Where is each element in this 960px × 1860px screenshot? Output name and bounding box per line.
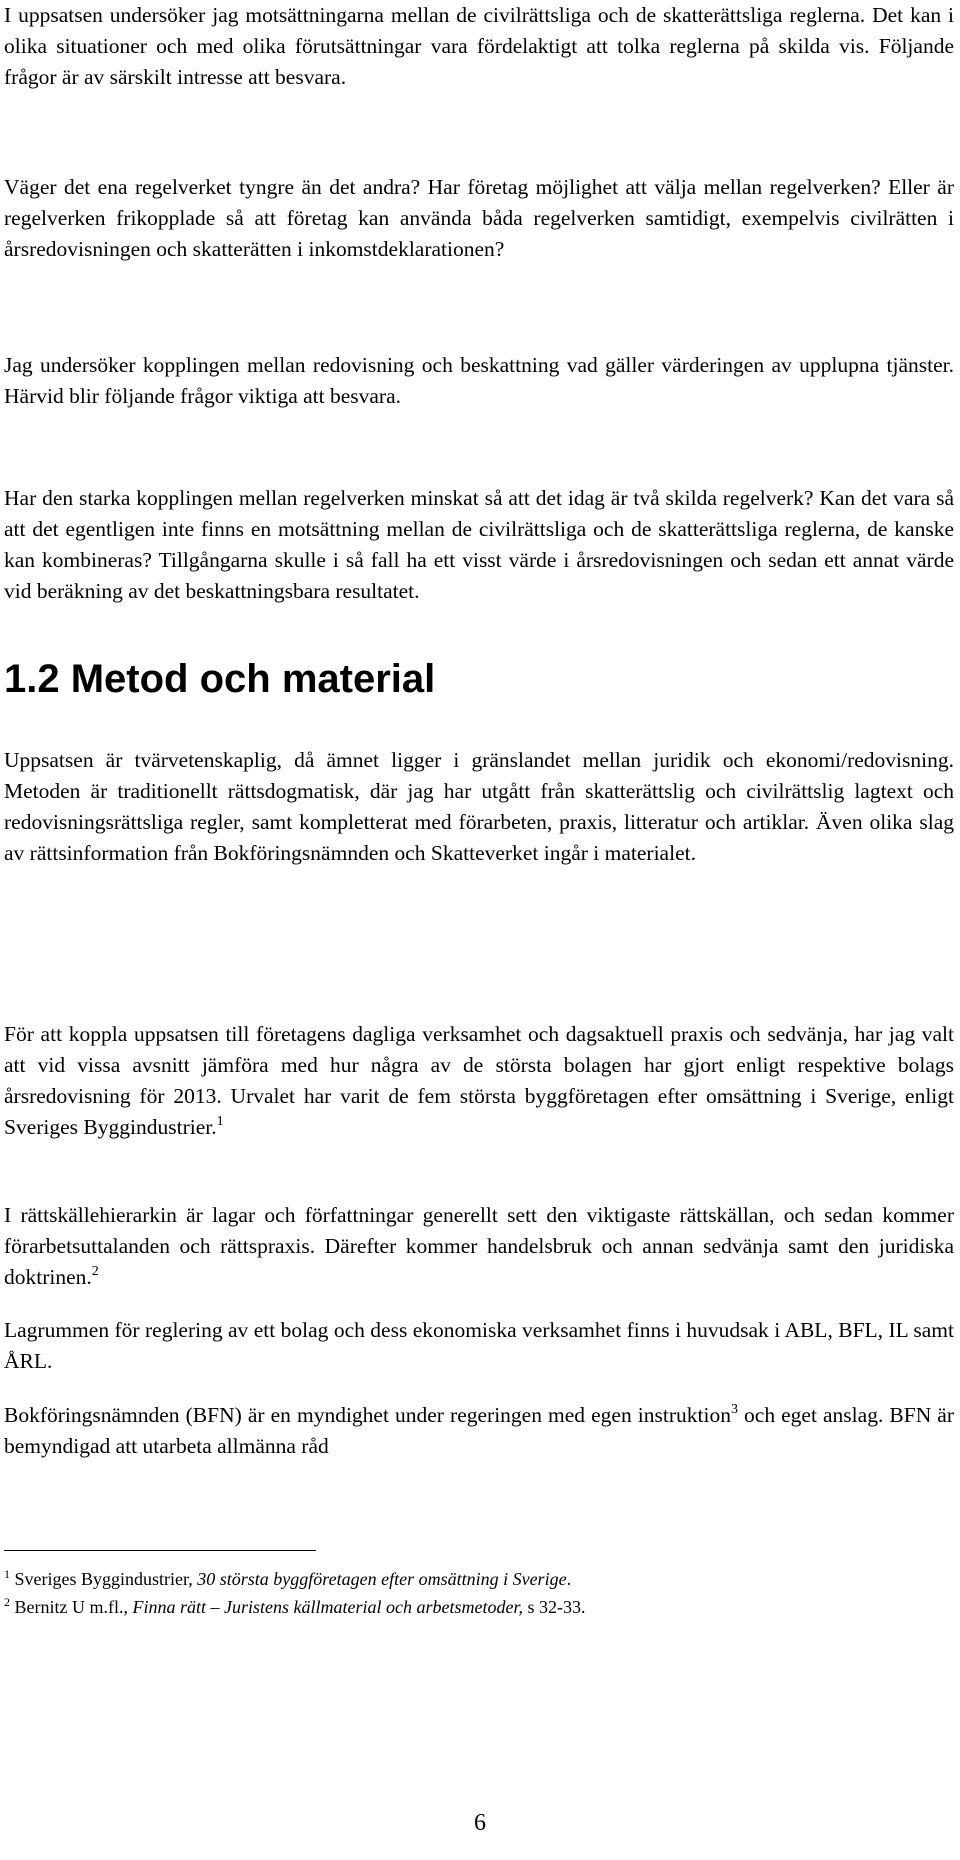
footnote-number: 2 (4, 1595, 10, 1609)
footnote-ref-3[interactable]: 3 (730, 1402, 738, 1417)
paragraph-questions-1: Väger det ena regelverket tyngre än det andra? Har företag möjlighet att välja mellan regelverken? Eller är regelverken frikopplade så att företag kan använda båda regelverken samtidigt, exempelvis civilrätten i årsredovisningen och skatterätten i inkomstdeklarationen? (4, 175, 954, 261)
section-title: Metod och material (70, 657, 436, 701)
footnote-text: Bernitz U m.fl., (10, 1597, 133, 1617)
paragraph-statutes: Lagrummen för reglering av ett bolag och dess ekonomiska verksamhet finns i huvudsak i ABL, BFL, IL samt ÅRL. (4, 1318, 954, 1373)
section-heading (4, 655, 435, 703)
paragraph-selection (4, 1019, 954, 1143)
footnote-1 (4, 1565, 585, 1593)
paragraph-bfn-text-a: Bokföringsnämnden (BFN) är en myndighet under regeringen med egen instruktion (4, 1403, 731, 1427)
footnote-2 (4, 1593, 585, 1621)
paragraph-questions-2: Har den starka kopplingen mellan regelverken minskat så att det idag är två skilda regelverk? Kan det vara så att det egentligen inte finns en motsättning mellan de civilrättsliga och de skatterättsliga reglerna, de kanske kan kombineras? Tillgångarna skulle i så fall ha ett visst värde i årsredovisningen och sedan ett annat värde vid beräkning av det beskattningsbara resultatet. (4, 486, 954, 603)
paragraph-coupling: Jag undersöker kopplingen mellan redovisning och beskattning vad gäller värderingen av upplupna tjänster. Härvid blir följande frågor viktiga att besvara. (4, 353, 954, 408)
section-number: 1.2 (4, 657, 60, 701)
paragraph-hierarchy (4, 1200, 954, 1293)
paragraph-intro: I uppsatsen undersöker jag motsättningarna mellan de civilrättsliga och de skatterättsliga reglerna. Det kan i olika situationer och med olika förutsättningar vara fördelaktigt att tolka reglerna på skilda vis. Följande frågor är av särskilt intresse att besvara. (4, 3, 954, 89)
footnote-ref-1[interactable]: 1 (216, 1114, 224, 1129)
paragraph-selection-text: För att koppla uppsatsen till företagens dagliga verksamhet och dagsaktuell praxis och sedvänja, har jag valt att vid vissa avsnitt jämföra med hur några av de största bolagen har gjort enligt respektive bolags årsredovisning för 2013. Urvalet har varit de fem största byggföretagen efter omsättning i Sverige, enligt Sveriges Byggindustrier. (4, 1022, 954, 1139)
footnote-title: 30 största byggföretagen efter omsättning i Sverige (197, 1569, 567, 1589)
footnote-text-end: s 32-33. (522, 1597, 586, 1617)
footnote-title: Finna rätt – Juristens källmaterial och arbetsmetoder, (132, 1597, 523, 1617)
footnote-number: 1 (4, 1567, 10, 1581)
footnotes (4, 1565, 585, 1621)
page-number: 6 (474, 1810, 486, 1836)
footnote-separator (4, 1550, 316, 1551)
paragraph-method: Uppsatsen är tvärvetenskaplig, då ämnet ligger i gränslandet mellan juridik och ekonomi/redovisning. Metoden är traditionellt rättsdogmatisk, där jag har utgått från skatterättslig och civilrättslig lagtext och redovisningsrättsliga regler, samt kompletterat med förarbeten, praxis, litteratur och artiklar. Även olika slag av rättsinformation från Bokföringsnämnden och Skatteverket ingår i materialet. (4, 748, 954, 865)
paragraph-bfn-text-b: och eget anslag. BFN är bemyndigad att utarbeta allmänna råd (4, 1403, 954, 1458)
paragraph-bfn (4, 1400, 954, 1462)
footnote-ref-2[interactable]: 2 (91, 1264, 99, 1279)
paragraph-hierarchy-text: I rättskällehierarkin är lagar och författningar generellt sett den viktigaste rättskällan, och sedan kommer förarbetsuttalanden och rättspraxis. Därefter kommer handelsbruk och annan sedvänja samt den juridiska doktrinen. (4, 1203, 954, 1289)
footnote-text: Sveriges Byggindustrier, (10, 1569, 198, 1589)
footnote-text-end: . (566, 1569, 572, 1589)
